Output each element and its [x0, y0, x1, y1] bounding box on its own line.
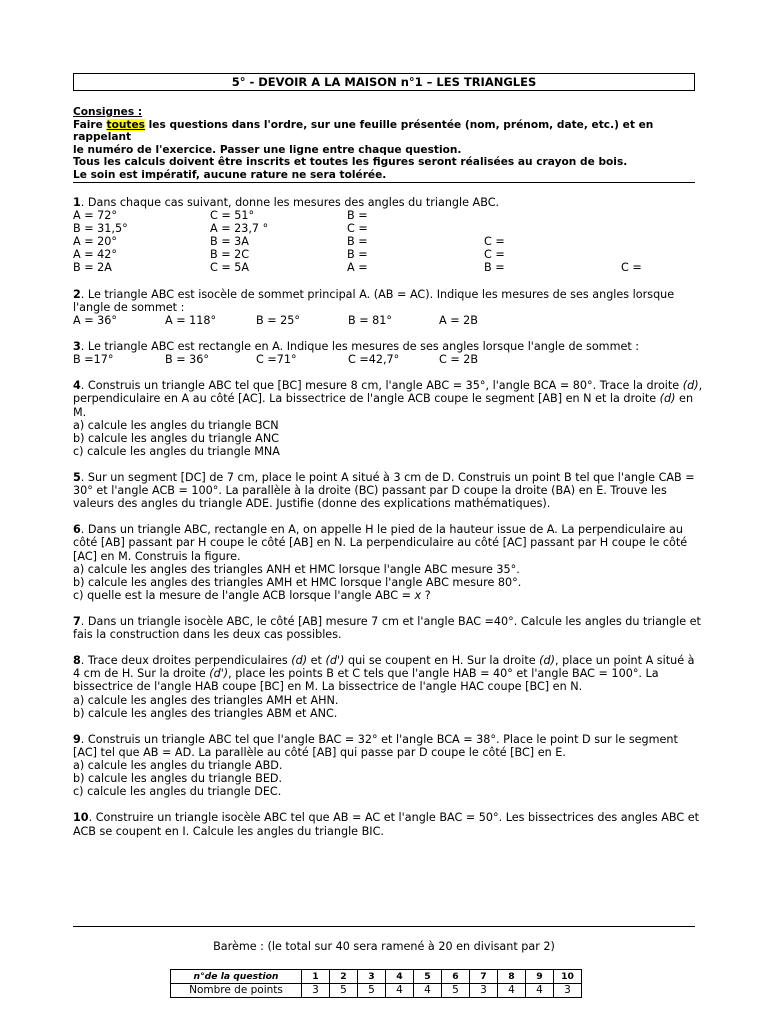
q6-sub-a: a) calcule les angles des triangles ANH et HMC lorsque l'angle ABC mesure 35°.	[73, 562, 520, 576]
q2-item: A = 36°	[73, 313, 117, 327]
question-2	[73, 288, 703, 327]
q2-items	[73, 314, 703, 327]
question-10-text	[73, 811, 703, 837]
question-number-cell: 4	[386, 970, 414, 984]
q1-cell: C =	[347, 222, 368, 236]
q4-italic: (d)	[659, 392, 676, 406]
points-cell: 5	[330, 984, 358, 998]
points-cell: 4	[526, 984, 554, 998]
q6-sub-b: b) calcule les angles des triangles AMH et HMC lorsque l'angle ABC mesure 80°.	[73, 575, 522, 589]
q4-sub-a: a) calcule les angles du triangle BCN	[73, 418, 279, 432]
q2-item: B = 25°	[256, 313, 300, 327]
question-3	[73, 340, 703, 366]
points-cell: 4	[414, 984, 442, 998]
question-number: 3	[73, 340, 81, 354]
q3-items	[73, 353, 703, 366]
q3-item: C = 2B	[439, 353, 479, 367]
q1-row-5	[73, 261, 703, 274]
question-number: 6	[73, 523, 81, 537]
q1-row-3	[73, 235, 703, 248]
points-cell: 5	[442, 984, 470, 998]
q8-sub-a: a) calcule les angles des triangles AMH et AHN.	[73, 693, 339, 707]
question-number-cell: 8	[498, 970, 526, 984]
consignes-line-1-end: les questions dans l'ordre, sur une feuille présentée (nom, prénom, date, etc.) et en rappelant	[73, 118, 654, 144]
q1-row-4	[73, 248, 703, 261]
question-8	[73, 654, 703, 719]
question-4	[73, 379, 703, 458]
question-number: 7	[73, 615, 81, 628]
q6-c-text: c) quelle est la mesure de l'angle ACB lorsque l'angle ABC =	[73, 588, 415, 602]
q8-italic: (d')	[209, 667, 229, 681]
points-table-points-row	[171, 984, 582, 998]
question-5-text	[73, 471, 703, 510]
question-number: 8	[73, 654, 81, 668]
consignes-line-1	[73, 119, 703, 144]
question-9	[73, 733, 703, 798]
q1-cell: B =	[347, 209, 368, 223]
question-number-cell: 10	[554, 970, 582, 984]
q1-cell: B =	[484, 261, 505, 275]
points-cell: 3	[470, 984, 498, 998]
q8-text-part: et	[307, 654, 326, 668]
q3-item: B = 36°	[165, 353, 209, 367]
question-6	[73, 523, 703, 602]
question-number: 9	[73, 732, 81, 746]
points-cell: 4	[386, 984, 414, 998]
question-number: 4	[73, 379, 81, 393]
question-9-prompt: . Construis un triangle ABC tel que l'angle BAC = 32° et l'angle BCA = 38°. Place le point D sur le segment [AC] tel que AB = AD. La parallèle au côté [AB] qui passe par D coupe le côté [BC] en E.	[73, 732, 678, 759]
consignes-line-3: Tous les calculs doivent être inscrits et toutes les figures seront réalisées au crayon de bois.	[73, 156, 628, 169]
q1-row-1	[73, 209, 703, 222]
q1-cell: B = 2A	[73, 261, 112, 275]
bottom-divider	[73, 926, 695, 927]
question-number: 2	[73, 287, 81, 301]
question-5	[73, 471, 703, 510]
question-number-cell: 9	[526, 970, 554, 984]
q3-item: C =71°	[256, 353, 297, 367]
q9-sub-a: a) calcule les angles du triangle ABD.	[73, 759, 283, 773]
question-8-text	[73, 654, 703, 693]
consignes-line-1-start: Faire	[73, 118, 107, 131]
points-cell: 3	[302, 984, 330, 998]
question-3-prompt: . Le triangle ABC est rectangle en A. Indique les mesures de ses angles lorsque l'angle de sommet :	[80, 340, 640, 354]
consignes-block	[73, 106, 703, 182]
q4-text-part: en M.	[73, 392, 694, 419]
question-1	[73, 196, 703, 275]
q8-italic: (d)	[291, 654, 308, 668]
points-table	[170, 969, 582, 998]
question-number: 1	[73, 196, 81, 209]
consignes-line-2: le numéro de l'exercice. Passer une ligne entre chaque question.	[73, 143, 462, 156]
question-7	[73, 615, 703, 641]
q1-cell: A =	[347, 261, 368, 275]
question-number-cell: 3	[358, 970, 386, 984]
bareme-caption: Barème : (le total sur 40 sera ramené à 20 en divisant par 2)	[213, 940, 555, 953]
q8-text-part: , place un point A situé à 4 cm de H. Sur la droite	[73, 654, 695, 681]
question-1-grid	[73, 209, 703, 274]
q3-item: C =42,7°	[348, 353, 400, 367]
q4-text-part: . Construis un triangle ABC tel que [BC] mesure 8 cm, l'angle ABC = 35°, l'angle BCA = 80°. Trace la droite	[80, 379, 683, 393]
top-divider	[73, 182, 695, 183]
q3-item: B =17°	[73, 353, 114, 367]
points-cell: 3	[554, 984, 582, 998]
points-cell: 5	[358, 984, 386, 998]
q1-cell: C = 51°	[210, 209, 255, 223]
question-number-cell: 2	[330, 970, 358, 984]
header-label-cell: n°de la question	[171, 970, 302, 984]
question-7-prompt: . Dans un triangle isocèle ABC, le côté [AB] mesure 7 cm et l'angle BAC =40°. Calcule les angles du triangle et fais la construction dans les deux cas possibles.	[73, 615, 701, 642]
q4-sub-c: c) calcule les angles du triangle MNA	[73, 444, 280, 458]
q8-text-part: . Trace deux droites perpendiculaires	[80, 654, 292, 668]
question-number-cell: 1	[302, 970, 330, 984]
question-6-prompt: . Dans un triangle ABC, rectangle en A, on appelle H le pied de la hauteur issue de A. La perpendiculaire au côté [AB] passant par H coupe le côté [AB] en N. La perpendiculaire au côté [AC] passant par H coupe le côté [AC] en M. Construis la figure.	[73, 523, 688, 563]
q1-cell: A = 72°	[73, 209, 117, 223]
q1-cell: B = 31,5°	[73, 222, 128, 236]
q1-row-2	[73, 222, 703, 235]
question-10-prompt: . Construire un triangle isocèle ABC tel que AB = AC et l'angle BAC = 50°. Les bissectrices des angles ABC et ACB se coupent en I. Calcule les angles du triangle BIC.	[73, 811, 699, 838]
question-4-text	[73, 379, 703, 418]
q1-cell: C =	[484, 235, 505, 249]
question-1-prompt: . Dans chaque cas suivant, donne les mesures des angles du triangle ABC.	[80, 196, 500, 209]
q1-cell: C = 5A	[210, 261, 250, 275]
question-10	[73, 811, 703, 837]
q8-italic: (d)	[539, 654, 555, 668]
q2-item: A = 118°	[165, 313, 217, 327]
q1-cell: C =	[484, 248, 505, 262]
question-9-text	[73, 733, 703, 759]
question-5-prompt: . Sur un segment [DC] de 7 cm, place le point A situé à 3 cm de D. Construis un point B tel que l'angle CAB = 30° et l'angle ACB = 100°. La parallèle à la droite (BC) passant par D coupe la droite (BA) en E. Trouve les valeurs des angles du triangle ADE. Justifie (donne des explications mathématiques).	[73, 470, 695, 511]
consignes-heading: Consignes :	[73, 106, 143, 118]
q1-cell: B = 3A	[210, 235, 249, 249]
questions-body	[73, 196, 703, 851]
q8-sub-b: b) calcule les angles des triangles ABM et ANC.	[73, 706, 338, 720]
points-table-header-row	[171, 970, 582, 984]
q6-variable: x	[414, 588, 422, 602]
q1-cell: B =	[347, 248, 368, 262]
q2-item: A = 2B	[439, 313, 478, 327]
q9-sub-c: c) calcule les angles du triangle DEC.	[73, 785, 282, 799]
question-number-cell: 5	[414, 970, 442, 984]
question-number-cell: 6	[442, 970, 470, 984]
question-3-text	[73, 340, 703, 353]
q6-sub-c	[73, 589, 703, 602]
highlighted-word: toutes	[106, 118, 145, 131]
points-label-cell: Nombre de points	[171, 984, 302, 998]
question-7-text	[73, 615, 703, 641]
q1-cell: A = 20°	[73, 235, 117, 249]
q1-cell: A = 23,7 °	[210, 222, 269, 236]
q1-cell: C =	[621, 261, 642, 275]
q1-cell: B =	[347, 235, 368, 249]
question-1-text	[73, 196, 703, 209]
consignes-line-4: Le soin est impératif, aucune rature ne sera tolérée.	[73, 168, 387, 181]
q6-c-end: ?	[421, 588, 431, 602]
question-number-cell: 7	[470, 970, 498, 984]
q4-text-part: , perpendiculaire en A au côté [AC]. La bissectrice de l'angle ACB coupe le segment [AB] en N et la droite	[73, 379, 703, 406]
question-number: 10	[73, 811, 89, 825]
q2-item: B = 81°	[348, 313, 392, 327]
q9-sub-b: b) calcule les angles du triangle BED.	[73, 772, 283, 786]
question-number: 5	[73, 470, 81, 484]
document-title: 5° - DEVOIR A LA MAISON n°1 – LES TRIANGLES	[73, 73, 695, 91]
question-2-text	[73, 288, 703, 314]
q1-cell: B = 2C	[210, 248, 250, 262]
q8-text-part: , place les points B et C tels que l'angle HAB = 40° et l'angle BAC = 100°. La bissectrice de l'angle HAB coupe [BC] en M. La bissectrice de l'angle HAC coupe [BC] en N.	[73, 667, 659, 694]
question-6-text	[73, 523, 703, 562]
q8-text-part: qui se coupent en H. Sur la droite	[344, 654, 540, 668]
q1-cell: A = 42°	[73, 248, 117, 262]
q4-italic: (d)	[682, 379, 699, 393]
question-2-prompt: . Le triangle ABC est isocèle de sommet principal A. (AB = AC). Indique les mesures de ses angles lorsque l'angle de sommet :	[73, 287, 675, 314]
points-cell: 4	[498, 984, 526, 998]
q4-sub-b: b) calcule les angles du triangle ANC	[73, 431, 279, 445]
q8-italic: (d')	[325, 654, 345, 668]
